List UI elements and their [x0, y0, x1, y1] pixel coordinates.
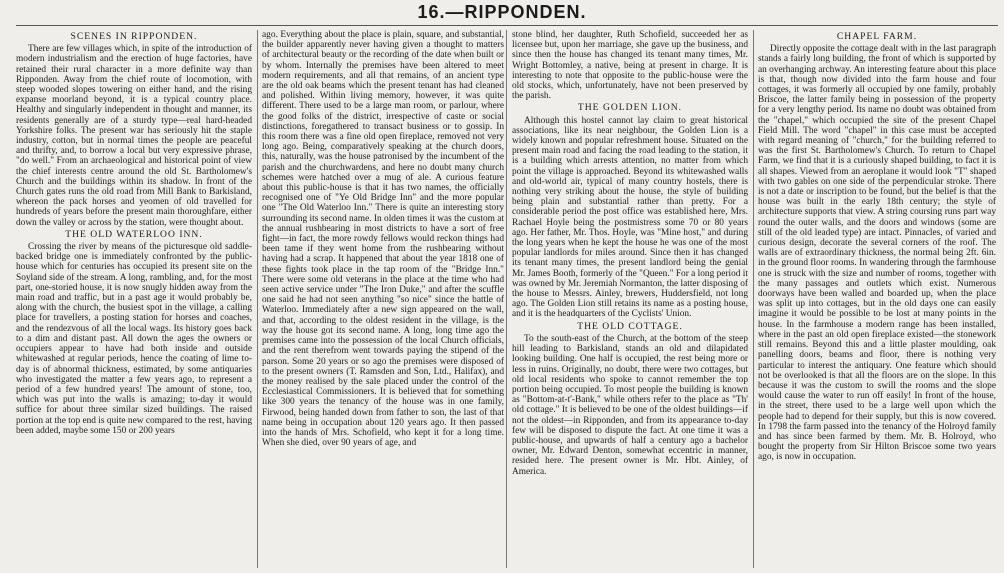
article-paragraph: Although this hostel cannot lay claim to great historical associations, like its near neighbour, the Golden Lion is a widely known and popular refreshment house. Situated on the present main road and facing the road leading to the station, it is a building which arrests attention, no matter from which point the village is approached. Beyond its whitewashed walls and old-world air, typical of many country hostels, there is nothing very striking about the house, the style of building being plain and substantial rather than pretty. For a considerable period the post office was established here, Mrs. Rachael Hoyle being the postmistress some 70 or 80 years ago. Her father, Mr. Thos. Hoyle, was "Mine host," and during the long years when he kept the house he was one of the most popular landlords for miles around. Since then it has changed its tenant many times, the present landlord being the genial Mr. James Booth, formerly of the "Queen." For a long period it was owned by Mr. Jeremiah Normanton, the latter disposing of the house to Messrs. Ainley, brewers, Huddersfield, not long ago. The Golden Lion still retains its name as a posting house, and it is the headquarters of the Cyclists' Union. — [512, 115, 748, 320]
column-3 — [512, 30, 748, 568]
section-heading: THE OLD COTTAGE. — [577, 320, 683, 332]
article-paragraph: There are few villages which, in spite of the introduction of modern industrialism and the erection of huge factories, have retained their rural character in a more definite way than Ripponden. Away from the chief route of locomotion, with steep wooded slopes towering on either hand, and the rising expanse moorland beyond, it is a typical country place. Healthy and singularly independent in thought and manner, its residents generally are of a sturdy type—real hard-headed Yorkshire folks. The present war has seriously hit the staple industry, cotton, but in normal times the people are peaceful and thrifty, and, to borrow a local but very expressive phrase, "do well." From an archaeological and historical point of view the chief interests centre around the old St. Bartholomew's Church and the buildings within its shadow. In front of the Church gates runs the old road from Mill Bank to Barkisland, whereon the pack horses and yeomen of old travelled for hundreds of years before the present main thoroughfare, either down the valley or across by the station, were thought about. — [16, 44, 252, 228]
column-2 — [262, 30, 504, 568]
column-1 — [16, 30, 252, 568]
section-heading: CHAPEL FARM. — [836, 31, 918, 42]
page-title: 16.—RIPPONDEN. — [417, 2, 587, 22]
column-4 — [758, 30, 996, 568]
article-columns — [16, 30, 998, 570]
article-paragraph: ago. Everything about the place is plain, square, and substantial, the builder apparently never having given a thought to matters of architectural beauty or the recording of the date when built or by whom. Internally the premises have been altered to meet modern requirements, and all that remains, of an ancient type are the old oak beams which the present tenant has had cleaned and polished. Within living memory, however, it was quite different. There used to be a large man room, or parlour, where the good folks of the district, irrespective of caste or social distinctions, foregathered to transact business or to gossip. In this room there was a fine old open fireplace, removed not very long ago. Being, comparatively speaking at the church doors, this, naturally, was the house patronised by the incumbent of the parish and the churchwardens, and here no doubt many church schemes were hatched over a mug of ale. A curious feature about this public-house is that it has two names, the officially recognised one of "Ye Old Bridge Inn" and the more popular one "The Old Waterloo Inn." There is quite an interesting story surrounding its second name. In olden times it was the custom at the annual rushbearing in most districts to have a sort of free fight—in fact, the more rowdy fellows would reckon things had been tame if they went home from the rushbearing without having had a scrap. It happened that about the year 1818 one of these fights took place in the tap room of the "Bridge Inn." There were some old veterans in the place at the time who had seen active service under "The Iron Duke," and after the scuffle one said he had not seen anything "so nice" since the battle of Waterloo. Immediately after a new sign appeared on the wall, and that, according to the oldest resident in the village, is the way the house got its second name. A long, long time ago the premises came into the possession of the local Church officials, and the rent therefrom went towards paying the stipend of the parson. Some 20 years or so ago the premises were disposed of to the present owners (T. Ramsden and Son, Ltd., Halifax), and the money realised by the sale placed under the control of the Ecclesiastical Commissioners. It is believed that for something like 300 years the tenancy of the house was in one family, Firwood, being handed down from father to son, the last of that name being in occupation about 120 years ago. It then passed into the hands of Mrs. Schofield, who kept it for a long time. When she died, over 90 years of age, and — [262, 30, 504, 449]
title-rule — [16, 25, 998, 26]
article-paragraph: Crossing the river by means of the picturesque old saddle-backed bridge one is immediately confronted by the public-house which for centuries has occupied its present site on the Soyland side of the stream. A long, rambling, and, for the most part, one-storied house, it is now snugly hidden away from the main road and traffic, but in a past age it would probably be, along with the church, the busiest spot in the village, a calling place for travellers, a posting station for horses and coaches, and the rendezvous of all the local wags. Its history goes back to a dim and distant past. All down the ages the owners or occupiers appear to have had both inside and outside whitewashed at regular periods, hence the coating of lime to-day is of abnormal thickness, estimated, by some antiquaries who investigated the matter a few years ago, to represent a period of a few hundred years! The amount of stone, too, which was put into the walls is amazing; to-day it would suffice for about three similar sized buildings. The raised portion at the top end is quite new compared to the rest, having been added, maybe some 150 or 200 years — [16, 242, 252, 436]
article-paragraph: To the south-east of the Church, at the bottom of the steep hill leading to Barkisland, stands an old and dilapidated looking building. One half is occupied, the rest being more or less in ruins. Originally, no doubt, there were two cottages, but old local residents who spoke to cannot remember the top portion being occupied. To most people the building is known as "Bottom-at-t'-Bank," while others refer to the place as "Th' old cottage." It is believed to be one of the oldest buildings—if not the oldest—in Ripponden, and from its appearance to-day few will be disposed to dispute the fact. At one time it was a public-house, and upwards of half a century ago a bachelor owner, Mr. Edward Denton, somewhat eccentric in manner, resided here. The present owner is Mr. Hbt. Ainley, of America. — [512, 333, 748, 477]
section-heading: THE OLD WATERLOO INN. — [65, 228, 203, 240]
section-heading: THE GOLDEN LION. — [577, 102, 683, 114]
article-paragraph: stone blind, her daughter, Ruth Schofield, succeeded her as licensee but, upon her marriage, she gave up the business, and since then the house has changed its tenant many times, Mr. Wright Bottomley, a native, being at present in charge. It is interesting to note that opposite to the public-house were the old stocks, which, unfortunately, have not been preserved by the parish. — [512, 30, 748, 102]
section-heading: SCENES IN RIPPONDEN. — [70, 31, 198, 42]
article-paragraph: Directly opposite the cottage dealt with in the last paragraph stands a fairly long building, the front of which is supported by an overhanging archway. An interesting feature about this place is that, though now divided into the farm house and four cottages, it was formerly all occupied by one family, probably Briscoe, the latter family being in possession of the property for a very lengthy period. Its name no doubt was obtained from the "chapel," which occupied the site of the present Chapel Field Mill. The word "chapel" in this case must be accepted with regard meaning of "church," for the building referred to was the first St. Bartholomew's Church. To return to Chapel Farm, we find that it is a curiously shaped building, to fact it is all shapes. Viewed from an aeroplane it would look "T" shaped with two gables on one side of the perpendicular stroke. There is not a date or inscription to be found, but the belief is that the house was built in the early 18th century; the style of architecture supports that view. A string coursing runs part way round the outer walls, and the doors and windows (some are still of the old leaded type) are intact. Pinnacles, of varied and curious design, decorate the several corners of the roof. The walls are of extraordinary thickness, the normal being 2ft. 6in. in the ground floor rooms. In wandering through the farmhouse one is struck with the size and number of rooms, together with the many passages and outlets which exist. Numerous doorways have been walled and boarded up, when the place was split up into cottages, but in the old days one can easily imagine it would be possible to be lost at many points in the house. In the farmhouse a modern range has been installed, where in the past an old open fireplace existed—the stonework still remains. Beyond this and a little plaster moulding, oak panelling doors, beams and floor, there is nothing very particular to interest the antiquary. One feature which should not be overlooked is that all the floors are on the slope. In this because it was the custom to swill the rooms and the slope would cause the water to run off easily! In front of the house, in the street, there used to be a large well upon which the people had to depend for their supply, but this is now covered. In 1798 the farm passed into the tenancy of the Holroyd family and has since been farmed by them. Mr. B. Holroyd, who bought the property from Sir Hilton Briscoe some two years ago, is now in occupation. — [758, 44, 996, 463]
